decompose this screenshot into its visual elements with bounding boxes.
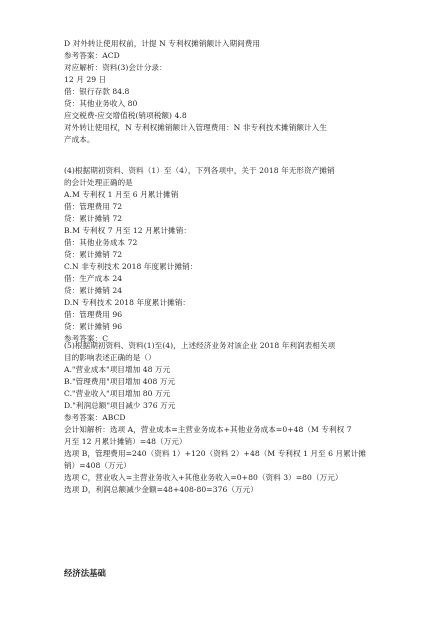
text-line: A.M 专利权 1 月至 6 月累计摊销 bbox=[64, 190, 179, 199]
text-line: 对外转让使用权，N 专利权摊销额计入管理费用：N 非专利技术摊销额计入生 bbox=[64, 123, 327, 132]
text-line: 目的影响表述正确的是（） bbox=[64, 353, 156, 362]
text-line: C.N 非专利技术 2018 年度累计摊销： bbox=[64, 262, 198, 271]
text-line: 选项 C，营业收入=主营业务收入+其他业务收入=0+80（资料 3）=80（万元） bbox=[64, 473, 343, 482]
text-line: 贷：累计摊销 24 bbox=[64, 286, 123, 295]
text-line: D.N 专利技术 2018 年度累计摊销： bbox=[64, 298, 191, 307]
text-line: D 对外转让使用权前，计提 N 专利权摊销额计入期间费用 bbox=[64, 39, 261, 48]
text-line: 贷：累计摊销 72 bbox=[64, 214, 123, 223]
text-line: 贷：累计摊销 96 bbox=[64, 322, 123, 331]
text-line: 参考答案：ACD bbox=[64, 51, 120, 60]
text-line: 的会计处理正确的是 bbox=[64, 178, 133, 187]
text-line: 销）=408（万元） bbox=[64, 461, 131, 470]
text-line: C."营业收入"项目增加 80 万元 bbox=[64, 389, 171, 398]
text-line: 12 月 29 日 bbox=[64, 75, 107, 84]
text-line: 借：管理费用 96 bbox=[64, 310, 123, 319]
text-line: 应交税费-应交增值税(销项税额) 4.8 bbox=[64, 111, 187, 120]
text-line: 选项 D，利润总额减少金额=48+408-80=376（万元） bbox=[64, 485, 258, 494]
text-line: 对应解析：资料(3)会计分录： bbox=[64, 63, 167, 72]
text-line: 会计知解析：选项 A，营业成本=主营业务成本+其他业务成本=0+48（M 专利权 7 bbox=[64, 425, 352, 434]
text-line: 参考答案：C bbox=[64, 334, 109, 343]
text-line: 参考答案：ABCD bbox=[64, 413, 126, 422]
footer-title: 经济法基础 bbox=[64, 568, 106, 578]
text-line: 选项 B，管理费用=240（资料 1）+120（资料 2）+48（M 专利权 1 月至 6 月累计摊 bbox=[64, 449, 367, 458]
text-line: A."营业成本"项目增加 48 万元 bbox=[64, 365, 171, 374]
text-line: 借：银行存款 84.8 bbox=[64, 87, 130, 96]
text-line: D."利润总额"项目减少 376 万元 bbox=[64, 401, 176, 410]
text-line: 产成本。 bbox=[64, 135, 95, 144]
text-line: 月至 12 月累计摊销）=48（万元） bbox=[64, 437, 187, 446]
text-line: B.M 专利权 7 月至 12 月累计摊销： bbox=[64, 226, 191, 235]
text-line: (4)根据期初资料、资料（1）至（4），下列各项中，关于 2018 年无形资产摊销 bbox=[64, 166, 335, 175]
text-line: 贷：累计摊销 72 bbox=[64, 250, 123, 259]
text-line: 借：管理费用 72 bbox=[64, 202, 123, 211]
text-line: 借：生产成本 24 bbox=[64, 274, 123, 283]
text-line: (5)根据期初资料、资料(1)至(4)，上述经济业务对该企业 2018 年利润表相关项 bbox=[64, 341, 336, 350]
text-line: 贷：其他业务收入 80 bbox=[64, 99, 138, 108]
text-line: 借：其他业务成本 72 bbox=[64, 238, 138, 247]
text-line: B."管理费用"项目增加 408 万元 bbox=[64, 377, 176, 386]
